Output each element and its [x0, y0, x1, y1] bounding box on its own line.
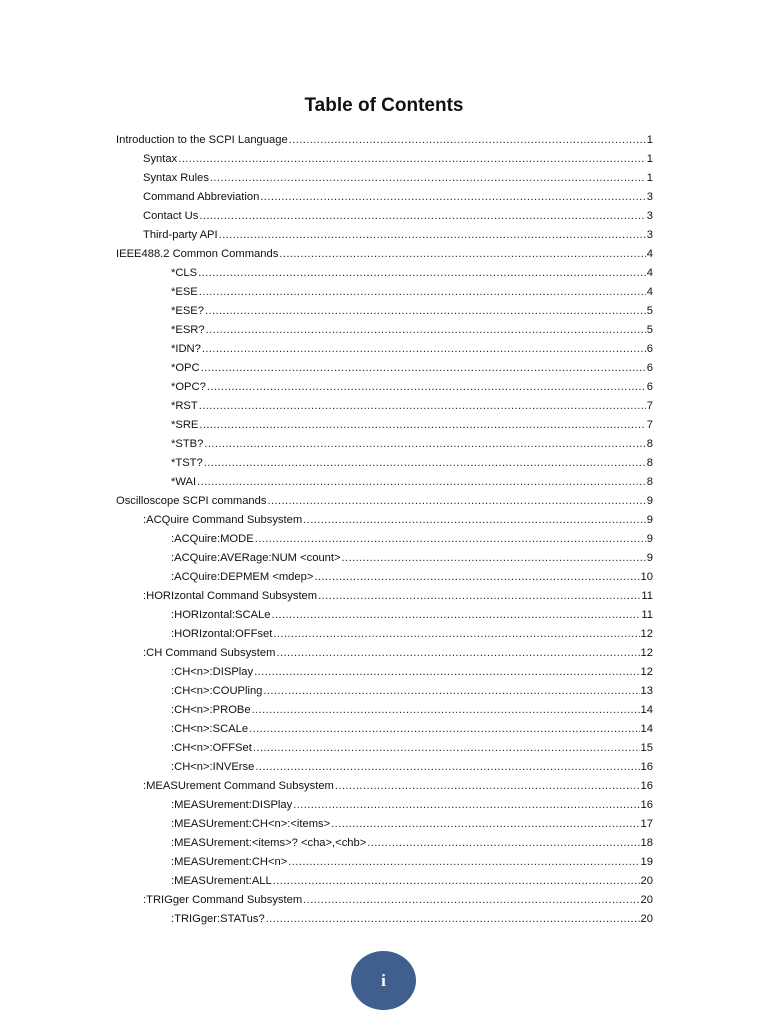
toc-entry[interactable] — [116, 226, 653, 245]
toc-entry-page: 3 — [646, 210, 653, 222]
toc-dot-leader — [318, 587, 640, 606]
toc-entry-page: 8 — [646, 457, 653, 469]
toc-dot-leader — [276, 644, 639, 663]
toc-entry[interactable] — [116, 606, 653, 625]
toc-entry-label: :CH<n>:SCALe — [171, 723, 249, 735]
toc-entry[interactable] — [116, 416, 653, 435]
toc-entry-label: *IDN? — [171, 343, 201, 355]
page-number: i — [381, 970, 386, 990]
toc-dot-leader — [314, 568, 639, 587]
toc-dot-leader — [204, 435, 645, 454]
toc-entry[interactable] — [116, 302, 653, 321]
toc-entry[interactable] — [116, 264, 653, 283]
toc-entry[interactable] — [116, 758, 653, 777]
toc-entry-page: 1 — [646, 134, 653, 146]
toc-entry[interactable] — [116, 872, 653, 891]
toc-entry-page: 4 — [646, 267, 653, 279]
table-of-contents — [116, 131, 653, 929]
toc-dot-leader — [331, 815, 639, 834]
toc-entry-label: Command Abbreviation — [143, 191, 260, 203]
toc-entry[interactable] — [116, 720, 653, 739]
toc-entry-label: IEEE488.2 Common Commands — [116, 248, 279, 260]
toc-entry-label: *WAI — [171, 476, 197, 488]
toc-dot-leader — [254, 663, 639, 682]
toc-entry-page: 12 — [640, 628, 653, 640]
toc-entry-label: Syntax Rules — [143, 172, 209, 184]
toc-dot-leader — [272, 606, 641, 625]
toc-entry-label: *RST — [171, 400, 198, 412]
toc-dot-leader — [289, 131, 646, 150]
toc-dot-leader — [198, 264, 646, 283]
toc-dot-leader — [206, 321, 646, 340]
toc-entry[interactable] — [116, 587, 653, 606]
toc-entry[interactable] — [116, 663, 653, 682]
toc-entry-label: :ACQuire:MODE — [171, 533, 254, 545]
toc-entry-label: *ESE? — [171, 305, 204, 317]
toc-entry-page: 9 — [646, 552, 653, 564]
toc-entry[interactable] — [116, 625, 653, 644]
page-title: Table of Contents — [304, 95, 464, 116]
toc-entry-label: :MEASUrement:CH<n>:<items> — [171, 818, 331, 830]
toc-entry-page: 16 — [640, 799, 653, 811]
toc-dot-leader — [204, 454, 646, 473]
toc-dot-leader — [266, 910, 640, 929]
toc-entry[interactable] — [116, 359, 653, 378]
toc-entry[interactable] — [116, 891, 653, 910]
toc-entry[interactable] — [116, 340, 653, 359]
toc-dot-leader — [263, 682, 639, 701]
toc-entry-label: Introduction to the SCPI Language — [116, 134, 288, 146]
toc-entry[interactable] — [116, 283, 653, 302]
toc-entry-label: :MEASUrement:CH<n> — [171, 856, 288, 868]
toc-entry[interactable] — [116, 701, 653, 720]
toc-entry[interactable] — [116, 511, 653, 530]
toc-entry-page: 19 — [640, 856, 653, 868]
toc-entry[interactable] — [116, 682, 653, 701]
toc-entry-label: *ESE — [171, 286, 198, 298]
toc-entry-label: :HORIzontal:SCALe — [171, 609, 271, 621]
toc-entry-page: 3 — [646, 229, 653, 241]
toc-entry[interactable] — [116, 454, 653, 473]
toc-entry[interactable] — [116, 131, 653, 150]
toc-entry[interactable] — [116, 397, 653, 416]
toc-entry-label: :MEASUrement:DISPlay — [171, 799, 293, 811]
toc-dot-leader — [342, 549, 646, 568]
toc-entry-page: 12 — [640, 666, 653, 678]
toc-entry-label: :CH Command Subsystem — [143, 647, 276, 659]
toc-entry-label: Syntax — [143, 153, 178, 165]
toc-dot-leader — [199, 397, 646, 416]
toc-dot-leader — [219, 226, 646, 245]
toc-entry[interactable] — [116, 492, 653, 511]
toc-entry[interactable] — [116, 321, 653, 340]
toc-entry-page: 14 — [640, 723, 653, 735]
toc-entry-page: 20 — [640, 875, 653, 887]
toc-entry-label: :MEASUrement:ALL — [171, 875, 272, 887]
toc-entry-page: 5 — [646, 305, 653, 317]
toc-entry-page: 5 — [646, 324, 653, 336]
toc-entry-page: 11 — [641, 590, 653, 602]
toc-entry-label: Oscilloscope SCPI commands — [116, 495, 267, 507]
toc-entry[interactable] — [116, 150, 653, 169]
toc-dot-leader — [202, 340, 646, 359]
toc-dot-leader — [201, 359, 646, 378]
toc-entry-page: 9 — [646, 533, 653, 545]
toc-entry-label: *SRE — [171, 419, 199, 431]
toc-entry[interactable] — [116, 777, 653, 796]
toc-dot-leader — [267, 492, 645, 511]
toc-entry-label: :ACQuire:AVERage:NUM <count> — [171, 552, 341, 564]
toc-dot-leader — [199, 283, 646, 302]
toc-entry[interactable] — [116, 188, 653, 207]
toc-dot-leader — [303, 511, 646, 530]
toc-entry-label: :CH<n>:PROBe — [171, 704, 251, 716]
toc-entry-label: :CH<n>:INVErse — [171, 761, 255, 773]
toc-dot-leader — [199, 416, 645, 435]
toc-dot-leader — [178, 150, 646, 169]
toc-entry-page: 6 — [646, 362, 653, 374]
toc-entry-page: 8 — [646, 438, 653, 450]
toc-entry-page: 11 — [641, 609, 653, 621]
toc-entry[interactable] — [116, 435, 653, 454]
toc-dot-leader — [335, 777, 640, 796]
toc-entry[interactable] — [116, 530, 653, 549]
toc-entry-page: 17 — [640, 818, 653, 830]
toc-entry-page: 4 — [646, 286, 653, 298]
toc-dot-leader — [255, 530, 646, 549]
toc-dot-leader — [255, 758, 639, 777]
toc-entry-label: :MEASUrement:<items>? <cha>,<chb> — [171, 837, 367, 849]
toc-entry-page: 12 — [640, 647, 653, 659]
toc-entry-label: Contact Us — [143, 210, 199, 222]
toc-entry-label: *STB? — [171, 438, 204, 450]
toc-entry-label: *OPC — [171, 362, 200, 374]
toc-entry[interactable] — [116, 796, 653, 815]
toc-entry-page: 1 — [646, 172, 653, 184]
toc-entry-page: 18 — [640, 837, 653, 849]
toc-entry-page: 6 — [646, 343, 653, 355]
toc-entry[interactable] — [116, 549, 653, 568]
toc-entry-page: 9 — [646, 495, 653, 507]
toc-entry[interactable] — [116, 910, 653, 929]
toc-entry-page: 20 — [640, 913, 653, 925]
toc-entry-page: 9 — [646, 514, 653, 526]
toc-entry[interactable] — [116, 378, 653, 397]
toc-entry-page: 8 — [646, 476, 653, 488]
toc-entry-label: *CLS — [171, 267, 198, 279]
toc-dot-leader — [279, 245, 645, 264]
toc-entry-label: :HORIzontal:OFFset — [171, 628, 273, 640]
toc-entry[interactable] — [116, 815, 653, 834]
toc-entry-page: 14 — [640, 704, 653, 716]
toc-entry-page: 1 — [646, 153, 653, 165]
toc-entry-page: 7 — [646, 400, 653, 412]
toc-dot-leader — [253, 739, 640, 758]
toc-dot-leader — [252, 701, 640, 720]
toc-dot-leader — [260, 188, 645, 207]
toc-entry-label: :HORIzontal Command Subsystem — [143, 590, 318, 602]
toc-entry[interactable] — [116, 853, 653, 872]
toc-entry[interactable] — [116, 834, 653, 853]
toc-entry-label: :MEASUrement Command Subsystem — [143, 780, 334, 792]
toc-entry-page: 16 — [640, 780, 653, 792]
toc-entry[interactable] — [116, 473, 653, 492]
toc-entry-label: :ACQuire:DEPMEM <mdep> — [171, 571, 314, 583]
toc-dot-leader — [207, 378, 646, 397]
toc-entry-label: Third-party API — [143, 229, 218, 241]
toc-entry-page: 3 — [646, 191, 653, 203]
toc-dot-leader — [205, 302, 646, 321]
toc-entry[interactable] — [116, 739, 653, 758]
toc-dot-leader — [249, 720, 639, 739]
toc-entry-page: 13 — [640, 685, 653, 697]
toc-entry[interactable] — [116, 207, 653, 226]
toc-dot-leader — [288, 853, 639, 872]
toc-dot-leader — [293, 796, 639, 815]
toc-entry[interactable] — [116, 169, 653, 188]
toc-dot-leader — [210, 169, 646, 188]
toc-entry-label: :CH<n>:COUPling — [171, 685, 263, 697]
toc-entry-label: :CH<n>:DISPlay — [171, 666, 254, 678]
toc-entry-page: 4 — [646, 248, 653, 260]
toc-entry-label: :TRIGger:STATus? — [171, 913, 265, 925]
toc-entry[interactable] — [116, 568, 653, 587]
toc-entry-label: *TST? — [171, 457, 203, 469]
toc-dot-leader — [303, 891, 639, 910]
toc-entry-label: :CH<n>:OFFSet — [171, 742, 252, 754]
toc-entry[interactable] — [116, 245, 653, 264]
toc-entry-page: 16 — [640, 761, 653, 773]
toc-entry-page: 15 — [640, 742, 653, 754]
toc-entry-page: 6 — [646, 381, 653, 393]
toc-entry-page: 7 — [646, 419, 653, 431]
toc-entry-page: 10 — [640, 571, 653, 583]
toc-entry-page: 20 — [640, 894, 653, 906]
toc-entry-label: *ESR? — [171, 324, 205, 336]
toc-entry-label: *OPC? — [171, 381, 206, 393]
toc-dot-leader — [273, 625, 639, 644]
toc-dot-leader — [367, 834, 639, 853]
toc-dot-leader — [197, 473, 646, 492]
toc-dot-leader — [199, 207, 645, 226]
toc-entry[interactable] — [116, 644, 653, 663]
toc-entry-label: :TRIGger Command Subsystem — [143, 894, 303, 906]
page-number-badge — [351, 951, 416, 1010]
toc-entry-label: :ACQuire Command Subsystem — [143, 514, 303, 526]
toc-dot-leader — [273, 872, 640, 891]
